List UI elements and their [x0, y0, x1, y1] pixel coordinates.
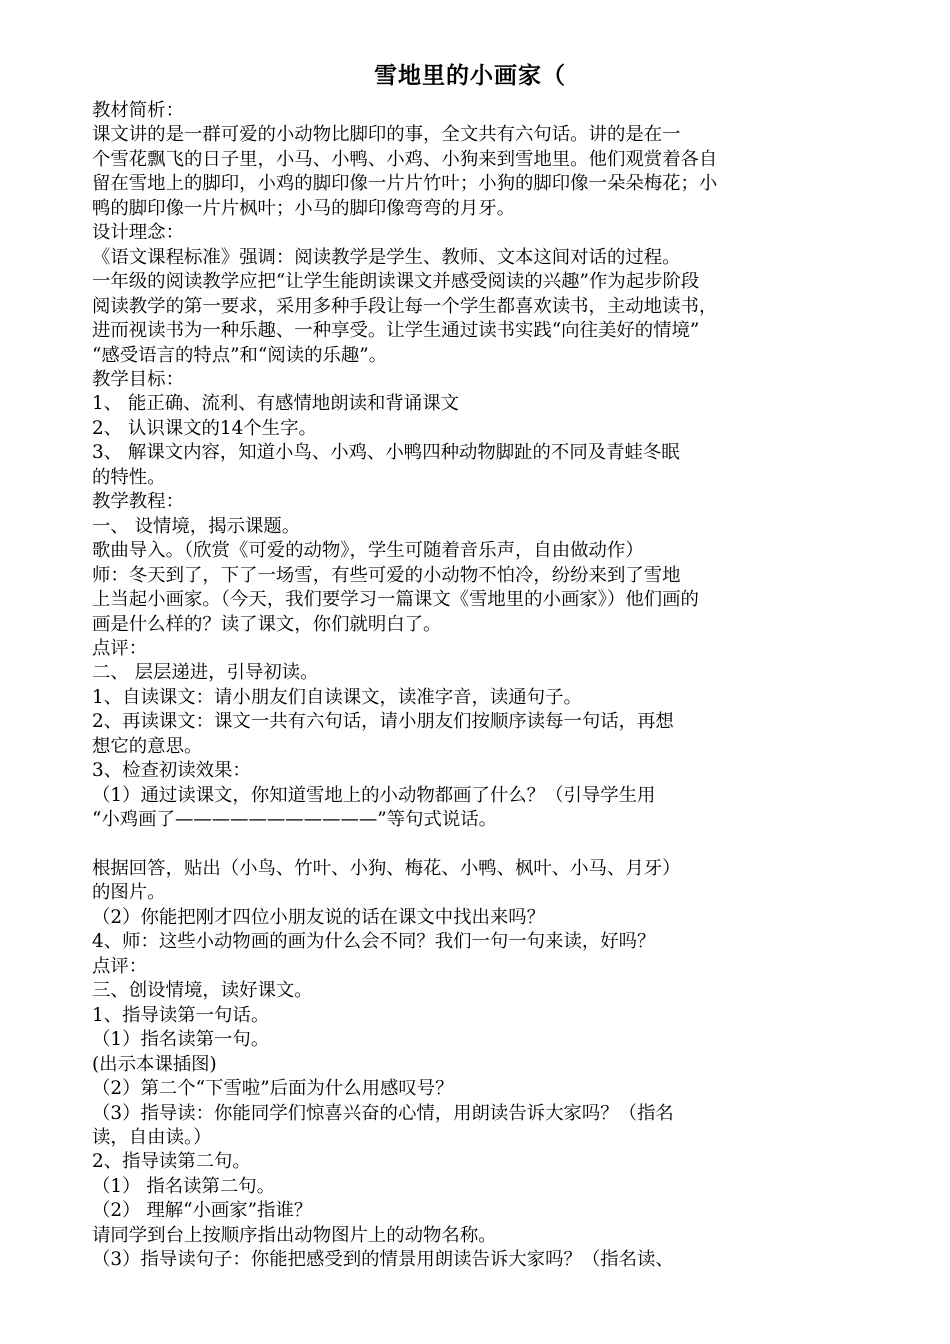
text-line: (出示本课插图) [92, 1053, 217, 1075]
text-line: 2、 认识课文的14个生字。 [92, 417, 317, 439]
text-line: 上当起小画家。（今天，我们要学习一篇课文《雪地里的小画家》）他们画的 [92, 589, 699, 611]
text-line: 一、 设情境，揭示课题。 [92, 515, 301, 537]
text-line: “小鸡画了———————————”等句式说话。 [92, 809, 498, 831]
text-line: 留在雪地上的脚印，小鸡的脚印像一片片竹叶；小狗的脚印像一朵朵梅花；小 [92, 173, 718, 195]
text-line: 1、指导读第一句话。 [92, 1004, 270, 1026]
text-line: 的特性。 [92, 466, 166, 488]
text-line: 想它的意思。 [92, 735, 203, 757]
text-line: 进而视读书为一种乐趣、一种享受。让学生通过读书实践“向往美好的情境” [92, 320, 700, 342]
text-line: （2）第二个“下雪啦”后面为什么用感叹号？ [92, 1078, 454, 1100]
text-line: 读，自由读。） [92, 1127, 212, 1149]
text-line: 的图片。 [92, 882, 166, 904]
text-line: 歌曲导入。（欣赏《可爱的动物》，学生可随着音乐声，自由做动作） [92, 540, 644, 562]
text-line: 点评： [92, 955, 148, 977]
text-line: 三、创设情境，读好课文。 [92, 980, 313, 1002]
text-line: （1）指名读第一句。 [92, 1029, 270, 1051]
text-line: 二、 层层递进，引导初读。 [92, 662, 319, 684]
text-line: 4、师：这些小动物画的画为什么会不同？我们一句一句来读，好吗？ [92, 931, 656, 953]
text-line: 3、 解课文内容，知道小鸟、小鸡、小鸭四种动物脚趾的不同及青蛙冬眠 [92, 442, 680, 464]
text-line: （1） 指名读第二句。 [92, 1175, 276, 1197]
text-line: 《语文课程标准》强调：阅读教学是学生、教师、文本这间对话的过程。 [92, 246, 681, 268]
text-line: （3）指导读句子：你能把感受到的情景用朗读告诉大家吗？（指名读、 [92, 1249, 674, 1271]
text-line: 3、检查初读效果： [92, 760, 251, 782]
document-body [92, 99, 862, 1273]
text-line: 1、 能正确、流利、有感情地朗读和背诵课文 [92, 393, 459, 415]
text-line: 一年级的阅读教学应把“让学生能朗读课文并感受阅读的兴趣”作为起步阶段 [92, 271, 700, 293]
text-line: 阅读教学的第一要求，采用多种手段让每一个学生都喜欢读书，主动地读书， [92, 295, 718, 317]
text-line: （3）指导读：你能同学们惊喜兴奋的心情，用朗读告诉大家吗？（指名 [92, 1102, 674, 1124]
text-line: 设计理念： [92, 222, 184, 244]
text-line: 教学目标： [92, 368, 184, 390]
text-line: 请同学到台上按顺序指出动物图片上的动物名称。 [92, 1224, 497, 1246]
text-line: 2、再读课文：课文一共有六句话，请小朋友们按顺序读每一句话，再想 [92, 711, 674, 733]
text-line: （2）你能把刚才四位小朋友说的话在课文中找出来吗？ [92, 906, 546, 928]
text-line: （1）通过读课文，你知道雪地上的小动物都画了什么？（引导学生用 [92, 784, 656, 806]
text-line: 2、指导读第二句。 [92, 1151, 251, 1173]
blank-line [92, 833, 862, 857]
text-line: 教学教程： [92, 491, 184, 513]
text-line: 鸭的脚印像一片片枫叶；小马的脚印像弯弯的月牙。 [92, 197, 515, 219]
text-line: 画是什么样的？读了课文，你们就明白了。 [92, 613, 442, 635]
text-line: 课文讲的是一群可爱的小动物比脚印的事，全文共有六句话。讲的是在一 [92, 124, 681, 146]
text-line: 教材简析： [92, 100, 184, 121]
text-line: 点评： [92, 637, 148, 659]
text-line: 根据回答，贴出（小鸟、竹叶、小狗、梅花、小鸭、枫叶、小马、月牙） [92, 858, 681, 880]
text-line: 师：冬天到了，下了一场雪，有些可爱的小动物不怕冷，纷纷来到了雪地 [92, 564, 681, 586]
text-line: （2） 理解“小画家”指谁？ [92, 1200, 313, 1222]
document-title: 雪地里的小画家（ [374, 62, 566, 89]
text-line: 个雪花飘飞的日子里，小马、小鸭、小鸡、小狗来到雪地里。他们观赏着各自 [92, 148, 718, 170]
text-line: 1、自读课文：请小朋友们自读课文，读准字音，读通句子。 [92, 686, 582, 708]
text-line: “感受语言的特点”和“阅读的乐趣”。 [92, 344, 388, 366]
